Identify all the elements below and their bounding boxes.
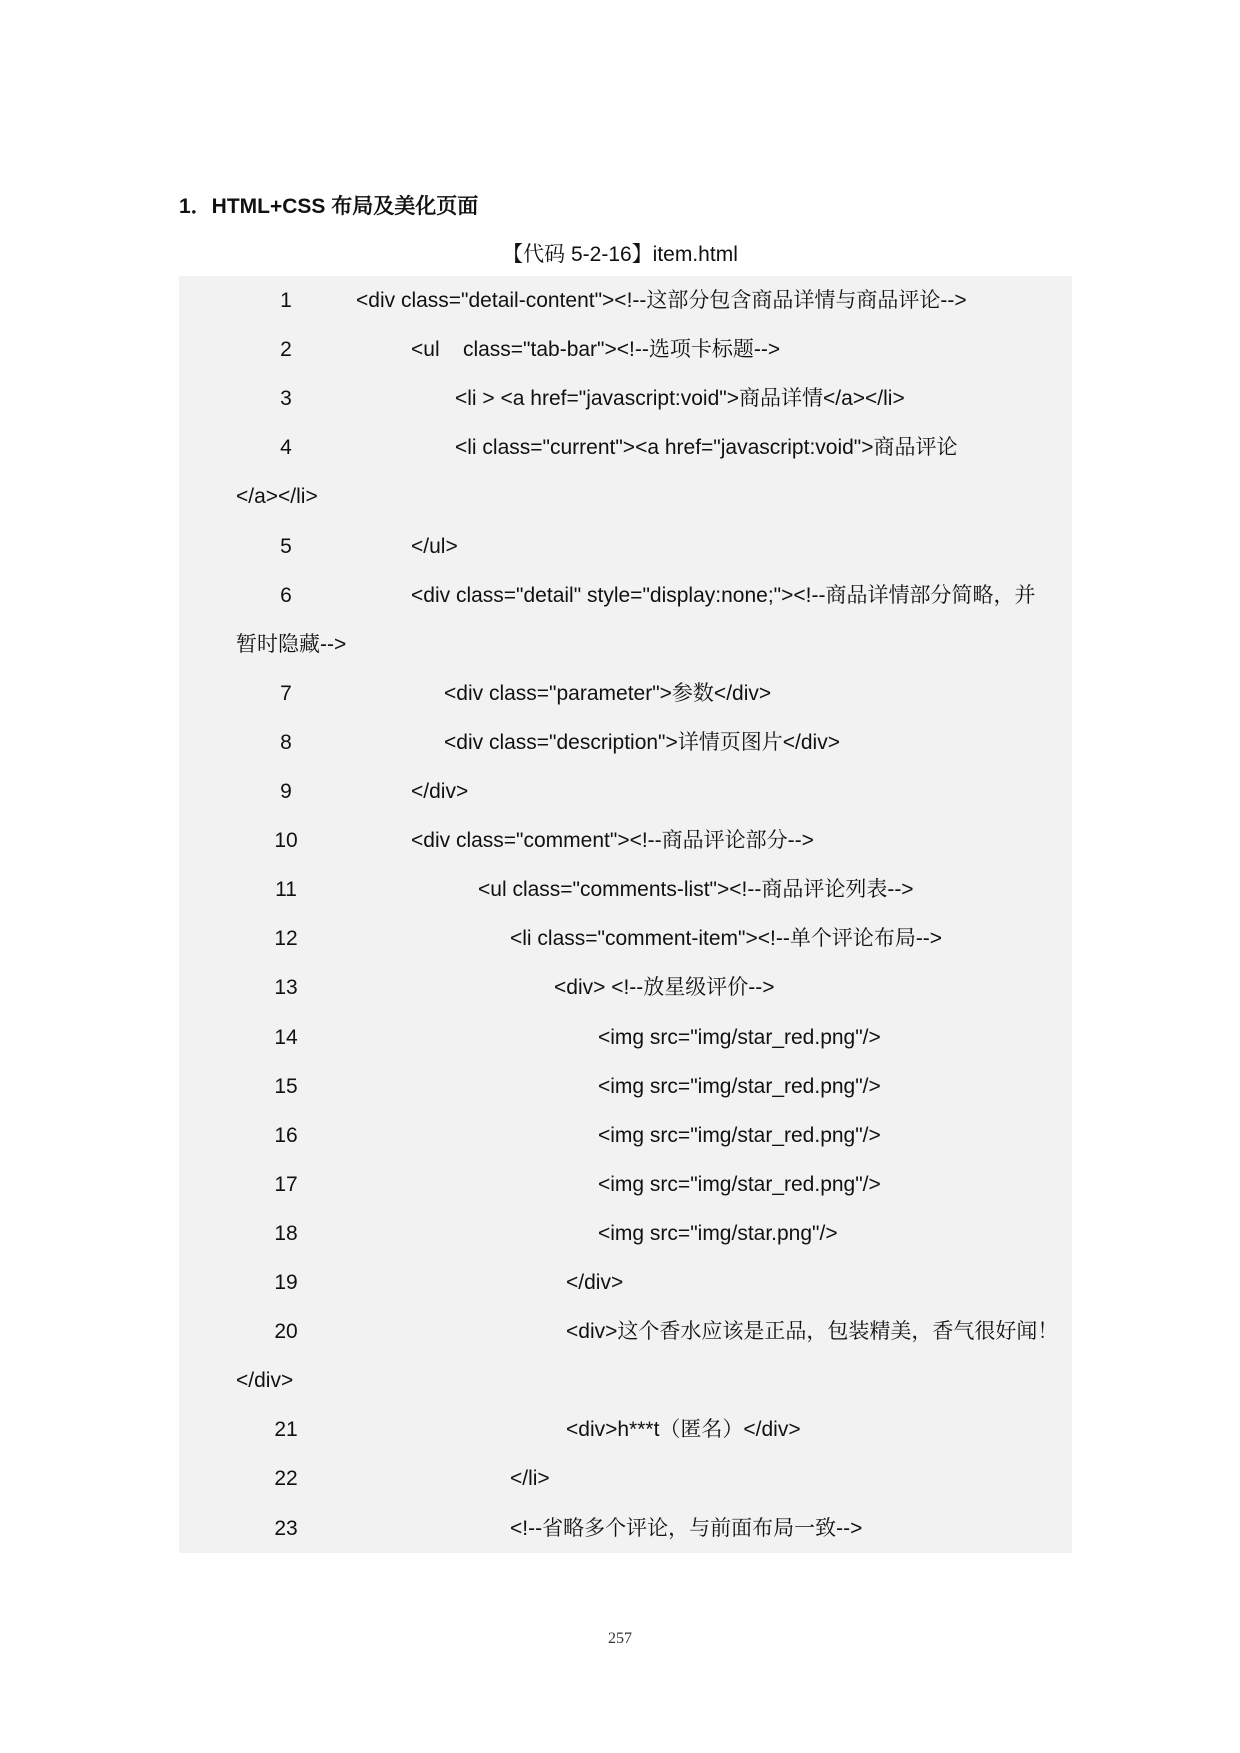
code-text: <img src="img/star_red.png"/> bbox=[598, 1123, 881, 1147]
line-number: 5 bbox=[280, 534, 292, 558]
code-text: <div> <!--放星级评价--> bbox=[554, 976, 775, 1000]
code-line bbox=[179, 826, 1072, 856]
line-number: 10 bbox=[274, 829, 298, 853]
code-text: <img src="img/star.png"/> bbox=[598, 1221, 838, 1245]
code-text: <li class="current"><a href="javascript:void">商品评论 bbox=[455, 436, 958, 460]
code-line bbox=[179, 1317, 1072, 1347]
code-text: <div>h***t（匿名）</div> bbox=[566, 1418, 801, 1442]
line-number: 16 bbox=[274, 1123, 298, 1147]
code-line bbox=[179, 1023, 1072, 1053]
code-line bbox=[179, 679, 1072, 709]
code-line bbox=[179, 777, 1072, 807]
code-text: <li class="comment-item"><!--单个评论布局--> bbox=[510, 927, 943, 951]
code-text: <li > <a href="javascript:void">商品详情</a></li> bbox=[455, 387, 905, 411]
code-text: <div>这个香水应该是正品，包装精美，香气很好闻！ bbox=[566, 1320, 1059, 1344]
code-line bbox=[179, 1121, 1072, 1151]
line-number: 2 bbox=[280, 338, 292, 362]
line-number: 1 bbox=[280, 289, 292, 312]
line-number: 23 bbox=[274, 1516, 298, 1540]
line-number: 17 bbox=[274, 1172, 298, 1196]
code-text: <!--省略多个评论，与前面布局一致--> bbox=[510, 1516, 863, 1540]
code-line bbox=[179, 1514, 1072, 1544]
code-text: <div class="detail-content"><!--这部分包含商品详情与商品评论--> bbox=[356, 289, 967, 312]
line-number: 8 bbox=[280, 730, 292, 754]
code-line bbox=[179, 532, 1072, 562]
code-line bbox=[179, 1170, 1072, 1200]
code-text: <img src="img/star_red.png"/> bbox=[598, 1172, 881, 1196]
line-number: 3 bbox=[280, 387, 292, 411]
code-line bbox=[179, 1464, 1072, 1494]
line-number: 12 bbox=[274, 927, 298, 951]
code-line bbox=[179, 728, 1072, 758]
code-line bbox=[179, 335, 1072, 365]
code-text: 暂时隐藏--> bbox=[236, 632, 347, 656]
code-text: <img src="img/star_red.png"/> bbox=[598, 1074, 881, 1098]
code-line bbox=[179, 1072, 1072, 1102]
code-line bbox=[179, 924, 1072, 954]
code-text: </div> bbox=[566, 1271, 624, 1294]
code-line bbox=[179, 1219, 1072, 1249]
code-text: <div class="comment"><!--商品评论部分--> bbox=[411, 829, 814, 853]
code-text: <div class="parameter">参数</div> bbox=[444, 681, 772, 705]
code-text: </div> bbox=[236, 1369, 294, 1393]
code-line bbox=[179, 1366, 1072, 1396]
code-text: <div class="description">详情页图片</div> bbox=[444, 730, 840, 754]
code-text: </li> bbox=[510, 1467, 550, 1491]
line-number: 22 bbox=[274, 1467, 298, 1491]
line-number: 19 bbox=[274, 1271, 298, 1294]
line-number: 21 bbox=[274, 1418, 298, 1442]
code-line bbox=[179, 1268, 1072, 1298]
line-number: 6 bbox=[280, 583, 292, 607]
code-line bbox=[179, 482, 1072, 512]
code-line bbox=[179, 875, 1072, 905]
code-text: <ul class="tab-bar"><!--选项卡标题--> bbox=[411, 338, 781, 362]
page-number: 257 bbox=[608, 1630, 632, 1647]
code-line bbox=[179, 581, 1072, 611]
code-line bbox=[179, 433, 1072, 463]
line-number: 13 bbox=[274, 976, 298, 1000]
line-number: 4 bbox=[280, 436, 292, 460]
line-number: 14 bbox=[274, 1025, 298, 1049]
code-line bbox=[179, 286, 1072, 316]
line-number: 7 bbox=[280, 681, 292, 705]
code-text: </div> bbox=[411, 780, 469, 803]
line-number: 9 bbox=[280, 780, 292, 803]
code-text: </ul> bbox=[411, 534, 458, 558]
code-text: <div class="detail" style="display:none;"><!--商品详情部分简略，并 bbox=[411, 583, 1036, 607]
code-line bbox=[179, 630, 1072, 660]
code-line bbox=[179, 973, 1072, 1003]
section-heading: 1．HTML+CSS 布局及美化页面 bbox=[179, 195, 479, 218]
code-text: <img src="img/star_red.png"/> bbox=[598, 1025, 881, 1049]
line-number: 20 bbox=[274, 1320, 298, 1344]
line-number: 11 bbox=[275, 878, 297, 902]
code-line bbox=[179, 384, 1072, 414]
line-number: 15 bbox=[274, 1074, 298, 1098]
code-text: </a></li> bbox=[236, 485, 318, 509]
code-listing bbox=[179, 276, 1072, 1553]
line-number: 18 bbox=[274, 1221, 298, 1245]
code-line bbox=[179, 1415, 1072, 1445]
code-caption: 【代码 5-2-16】item.html bbox=[502, 243, 738, 266]
code-text: <ul class="comments-list"><!--商品评论列表--> bbox=[478, 878, 914, 902]
